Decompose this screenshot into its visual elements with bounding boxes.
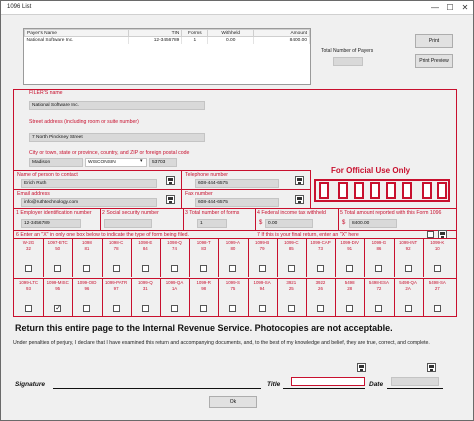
payers-list[interactable] [23, 28, 311, 85]
form-type-name: 1098-C [108, 240, 124, 245]
form-type-name: 1099-Q [137, 280, 153, 285]
grid-divider [335, 239, 336, 277]
payers-table-header [25, 30, 310, 37]
forms-cell: 1 [182, 37, 208, 44]
date-field[interactable] [391, 377, 439, 386]
form-type-name: 1099-G [371, 240, 387, 245]
form-type-name: 1099-C [284, 240, 299, 245]
box2-label: 2 Social security number [102, 210, 159, 216]
box4-label: 4 Federal income tax withheld [257, 210, 326, 216]
ssn-field[interactable] [104, 219, 152, 228]
form-type-name: 1099-A [225, 240, 240, 245]
form-type-code: 79 [259, 246, 265, 251]
box1-label: 1 Employer identification number [16, 210, 92, 216]
date-line [387, 388, 443, 389]
payers-table [24, 29, 310, 44]
grid-divider [218, 279, 219, 317]
form-type-code: 26 [318, 286, 323, 291]
telephone-field[interactable]: 608-444-6575 [195, 179, 279, 188]
grid-divider [72, 239, 73, 277]
form-type-code: 25 [288, 286, 294, 291]
grid-divider [248, 239, 249, 277]
perjury-statement: Under penalties of perjury, I declare that I have examined this return and accompanying documents, and, to the best of my knowledge and belief, they are true, correct, and complete. [13, 340, 430, 346]
form-type-code: 80 [230, 246, 236, 251]
email-field[interactable]: info@ruthtechnology.com [21, 198, 157, 207]
filer-city-label: City or town, state or province, country, and ZIP or foreign postal code [29, 150, 190, 156]
form-type-code: 78 [113, 246, 119, 251]
form-type-checkbox[interactable] [54, 265, 61, 272]
form-type-name: 1098-E [138, 240, 153, 245]
signature-label: Signature [15, 381, 45, 388]
form-type-code: 81 [84, 246, 90, 251]
total-payers-field [333, 57, 363, 66]
form-type-code: 83 [201, 246, 207, 251]
form-type-code: 50 [55, 246, 61, 251]
grid-divider [102, 239, 103, 277]
form-type-code: 27 [434, 286, 440, 291]
form-type-checkbox[interactable] [288, 305, 295, 312]
form-type-name: 1099-OID [77, 280, 97, 285]
form-type-code: 93 [26, 286, 31, 291]
save-email-icon[interactable] [166, 195, 175, 204]
grid-divider [189, 279, 190, 317]
grid-divider [43, 239, 44, 277]
form-type-name: 1099-K [430, 240, 445, 245]
grid-divider [306, 279, 307, 317]
save-telephone-icon[interactable] [295, 176, 304, 185]
section-divider [100, 208, 101, 230]
form-type-checkbox[interactable] [434, 265, 441, 272]
form-type-checkbox[interactable] [317, 265, 324, 272]
form-type-checkbox[interactable] [142, 265, 149, 272]
form-type-name: 3921 [286, 280, 297, 285]
form-type-checkbox[interactable] [259, 265, 266, 272]
form-type-checkbox[interactable] [200, 305, 207, 312]
form-type-checkbox[interactable] [229, 265, 236, 272]
official-use-cell [386, 182, 396, 199]
grid-divider [394, 279, 395, 317]
form-type-name: 1099-CAP [310, 240, 331, 245]
official-use-cell [338, 182, 348, 199]
form-type-name: 1099-R [196, 280, 211, 285]
column-header-payer-name[interactable]: Payer's Name [25, 30, 129, 37]
final-return-checkbox[interactable] [427, 231, 434, 238]
filer-zip-field[interactable]: 53703 [149, 158, 177, 167]
form-type-checkbox[interactable] [259, 305, 266, 312]
form-type-code: 75 [230, 286, 236, 291]
grid-divider [102, 279, 103, 317]
form-type-code: 91 [347, 246, 353, 251]
grid-divider [364, 239, 365, 277]
column-header-forms[interactable]: Forms [182, 30, 208, 37]
form-type-checkbox[interactable] [54, 305, 61, 312]
section-divider [310, 170, 311, 208]
form-type-code: 2A [405, 286, 411, 291]
amount-cell: 8400.00 [254, 37, 310, 44]
form-type-checkbox[interactable] [25, 305, 32, 312]
form-type-name: 1099-MISC [46, 280, 69, 285]
filer-city-field[interactable]: Madison [29, 158, 83, 167]
return-notice: Return this entire page to the Internal Revenue Service. Photocopies are not acceptable. [15, 323, 393, 333]
save-contact-icon[interactable] [166, 176, 175, 185]
form-type-code: 98 [201, 286, 207, 291]
form-type-checkbox[interactable] [113, 265, 120, 272]
grid-divider [72, 279, 73, 317]
total-payers-label: Total Number of Payers [321, 48, 374, 54]
form-type-checkbox[interactable] [288, 265, 295, 272]
window-title: 1096 List [7, 4, 32, 10]
form-type-checkbox[interactable] [142, 305, 149, 312]
form-type-name: W-2G [22, 240, 35, 245]
form-type-checkbox[interactable] [346, 305, 353, 312]
column-header-amount[interactable]: Amount [254, 30, 310, 37]
form-type-name: 1097-BTC [47, 240, 68, 245]
ok-button[interactable]: Ok [209, 396, 257, 408]
form-type-checkbox[interactable] [317, 305, 324, 312]
grid-divider [43, 279, 44, 317]
form-type-name: 1099-DIV [340, 240, 359, 245]
column-header-tin[interactable]: TIN [128, 30, 182, 37]
close-icon[interactable]: ✕ [461, 3, 469, 12]
box7-label: 7 If this is your final return, enter an "X" here [257, 232, 359, 238]
form-type-code: 10 [434, 246, 440, 251]
form-type-code: 94 [259, 286, 265, 291]
form-type-name: 1098-T [196, 240, 211, 245]
form-type-code: 28 [347, 286, 353, 291]
official-use-cell [354, 182, 364, 199]
filer-state-select[interactable]: WISCONSIN [85, 158, 147, 167]
payer-name-cell: National Software Inc. [25, 37, 129, 44]
chevron-down-icon[interactable]: ▾ [140, 158, 143, 164]
fax-label: Fax number [185, 191, 213, 197]
dollar-sign: $ [259, 220, 263, 226]
form-type-checkbox[interactable] [83, 305, 90, 312]
grid-divider [160, 239, 161, 277]
official-use-cell [402, 182, 412, 199]
form-type-name: 1098-Q [167, 240, 182, 245]
fax-field[interactable]: 608-444-6575 [195, 198, 279, 207]
grid-divider [394, 239, 395, 277]
contact-name-label: Name of person to contact [17, 172, 78, 178]
total-amount-field[interactable]: 8400.00 [349, 219, 397, 228]
form-type-name: 1099-INT [398, 240, 418, 245]
grid-divider [423, 279, 424, 317]
grid-divider [423, 239, 424, 277]
form-type-checkbox[interactable] [171, 305, 178, 312]
tin-cell: 12-3456789 [128, 37, 182, 44]
section-divider [14, 208, 457, 209]
total-forms-field[interactable]: 1 [197, 219, 227, 228]
grid-divider [277, 279, 278, 317]
ein-field[interactable]: 12-3456789 [21, 219, 81, 228]
official-use-cell [319, 182, 329, 199]
form-type-checkbox[interactable] [375, 305, 382, 312]
form-type-code: 84 [142, 246, 148, 251]
save-fax-icon[interactable] [295, 195, 304, 204]
title-label: Title [267, 381, 281, 388]
form-type-name: 1099-PATR [104, 280, 128, 285]
form-type-name: 1099-B [255, 240, 270, 245]
grid-divider [306, 239, 307, 277]
section-divider [14, 230, 457, 231]
form-type-code: 96 [84, 286, 90, 291]
grid-divider [364, 279, 365, 317]
form-type-checkbox[interactable] [346, 265, 353, 272]
section-divider [14, 278, 457, 279]
form-type-checkbox[interactable] [405, 265, 412, 272]
filer-name-label: FILER'S name [29, 90, 63, 96]
form-type-code: 32 [26, 246, 31, 251]
box3-label: 3 Total number of forms [185, 210, 240, 216]
grid-divider [160, 279, 161, 317]
contact-name-field[interactable]: Erich Ruth [21, 179, 157, 188]
section-divider [338, 208, 339, 230]
form-type-code: 95 [55, 286, 61, 291]
official-use-heading: For Official Use Only [331, 166, 411, 175]
section-divider [14, 189, 310, 190]
grid-divider [131, 279, 132, 317]
form-type-name: 5498-SA [428, 280, 446, 285]
official-use-cell [437, 182, 447, 199]
form-type-checkbox[interactable] [375, 265, 382, 272]
filer-name-field[interactable]: National Software Inc. [29, 101, 205, 110]
box6-label: 6 Enter an "X" in only one box below to indicate the type of form being filed. [16, 232, 189, 238]
grid-divider [335, 279, 336, 317]
title-field[interactable] [291, 377, 365, 386]
form-type-checkbox[interactable] [171, 265, 178, 272]
maximize-icon[interactable]: ☐ [446, 3, 454, 12]
form-type-name: 5498-ESA [368, 280, 389, 285]
federal-tax-withheld-field[interactable]: 0.00 [265, 219, 313, 228]
form-type-name: 1099-S [225, 280, 240, 285]
official-use-cell [422, 182, 432, 199]
form-type-checkbox[interactable] [229, 305, 236, 312]
form-type-code: 73 [318, 246, 323, 251]
form-type-name: 1099-LTC [18, 280, 39, 285]
save-title-icon[interactable] [357, 363, 366, 372]
date-label: Date [369, 381, 384, 388]
filer-street-field[interactable]: 7 North Pinckney Street [29, 133, 205, 142]
title-line [283, 388, 365, 389]
form-type-checkbox[interactable] [113, 305, 120, 312]
form-type-name: 3922 [315, 280, 326, 285]
form-type-code: 74 [172, 246, 177, 251]
title-bar [1, 1, 473, 15]
section-divider [255, 208, 256, 230]
form-type-code: 92 [405, 246, 411, 251]
column-header-withheld[interactable]: Withheld [208, 30, 254, 37]
form-type-checkbox[interactable] [405, 305, 412, 312]
print-button[interactable]: Print [415, 34, 453, 48]
filer-street-label: Street address (including room or suite number) [29, 119, 139, 125]
form-type-checkbox[interactable] [434, 305, 441, 312]
form-type-name: 1099-QA [165, 280, 184, 285]
form-type-code: 97 [113, 286, 119, 291]
grid-divider [189, 239, 190, 277]
grid-divider [277, 239, 278, 277]
section-divider [183, 208, 184, 230]
form-type-code: 86 [376, 246, 382, 251]
section-divider [14, 170, 310, 171]
dollar-sign: $ [342, 220, 346, 226]
telephone-label: Telephone number [185, 172, 228, 178]
form-type-checkbox[interactable] [200, 265, 207, 272]
grid-divider [131, 239, 132, 277]
table-row[interactable] [25, 37, 310, 44]
grid-divider [248, 279, 249, 317]
print-preview-button[interactable]: Print Preview [415, 54, 453, 68]
save-date-icon[interactable] [427, 363, 436, 372]
form-type-name: 5498-QA [399, 280, 417, 285]
form-type-checkbox[interactable] [25, 265, 32, 272]
official-use-cell [370, 182, 380, 199]
signature-line [53, 388, 261, 389]
box5-label: 5 Total amount reported with this Form 1096 [340, 210, 442, 216]
email-label: Email address [17, 191, 50, 197]
minimize-icon[interactable]: — [431, 3, 439, 12]
grid-divider [218, 239, 219, 277]
withheld-cell: 0.00 [208, 37, 254, 44]
form-type-name: 1098 [82, 240, 92, 245]
form-type-name: 1099-SA [253, 280, 271, 285]
form-type-code: 85 [288, 246, 294, 251]
form-type-code: 72 [376, 286, 382, 291]
section-divider [14, 238, 457, 239]
form-type-checkbox[interactable] [83, 265, 90, 272]
form-type-name: 5498 [344, 280, 355, 285]
form-type-code: 1A [171, 286, 178, 291]
form-type-code: 31 [142, 286, 148, 291]
